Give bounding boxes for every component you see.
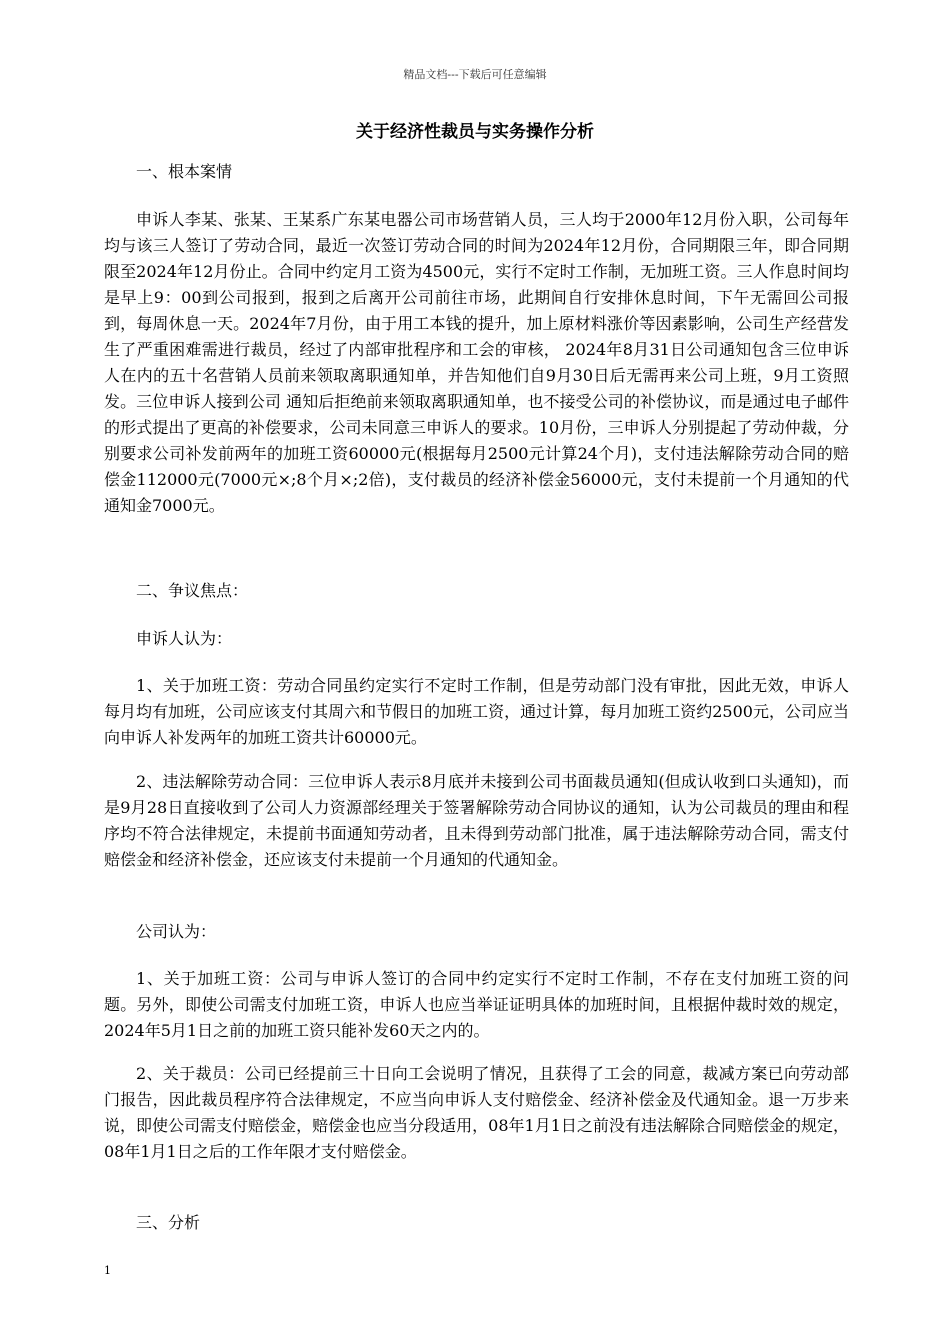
body-block-7: [104, 919, 849, 945]
section-heading-1: 一、根本案情: [136, 162, 233, 181]
section-heading-2: 二、争议焦点：: [136, 581, 249, 600]
claimant-point-1: 1、关于加班工资：劳动合同虽约定实行不定时工作制，但是劳动部门没有审批，因此无效，申诉人每月均有加班，公司应该支付其周六和节假日的加班工资，通过计算，每月加班工资约2500元，公司应当向申诉人补发两年的加班工资共计60000元。: [104, 676, 849, 747]
header-note: 精品文档---下载后可任意编辑: [403, 68, 547, 81]
body-block-5: [104, 673, 849, 751]
body-block-3: [104, 578, 849, 604]
body-block-1: [104, 159, 849, 185]
company-intro: 公司认为：: [136, 922, 217, 941]
body-block-10: [104, 1210, 849, 1236]
company-point-1: 1、关于加班工资：公司与申诉人签订的合同中约定实行不定时工作制，不存在支付加班工资的问题。另外，即使公司需支付加班工资，申诉人也应当举证证明具体的加班时间，且根据仲裁时效的规定，2024年5月1日之前的加班工资只能补发60天之内的。: [104, 969, 849, 1040]
body-block-4: [104, 626, 849, 652]
company-point-2: 2、关于裁员：公司已经提前三十日向工会说明了情况，且获得了工会的同意，裁减方案已向劳动部门报告，因此裁员程序符合法律规定，不应当向申诉人支付赔偿金、经济补偿金及代通知金。退一万步来说，即使公司需支付赔偿金，赔偿金也应当分段适用，08年1月1日之前没有违法解除合同赔偿金的规定，08年1月1日之后的工作年限才支付赔偿金。: [104, 1064, 849, 1161]
body-block-2: [104, 207, 849, 519]
claimant-point-2: 2、违法解除劳动合同：三位申诉人表示8月底并未接到公司书面裁员通知(但成认收到口头通知)，而是9月28日直接收到了公司人力资源部经理关于签署解除劳动合同协议的通知，认为公司裁员的理由和程序均不符合法律规定，未提前书面通知劳动者，且未得到劳动部门批准，属于违法解除劳动合同，需支付赔偿金和经济补偿金，还应该支付未提前一个月通知的代通知金。: [104, 772, 849, 869]
body-block-6: [104, 769, 849, 873]
document-title: 关于经济性裁员与实务操作分析: [356, 122, 594, 142]
section-heading-3: 三、分析: [136, 1213, 201, 1232]
body-block-9: [104, 1061, 849, 1165]
claimant-intro: 申诉人认为：: [136, 629, 233, 648]
body-block-8: [104, 966, 849, 1044]
page-number: 1: [104, 1264, 111, 1277]
case-paragraph: 申诉人李某、张某、王某系广东某电器公司市场营销人员，三人均于2000年12月份入职，公司每年均与该三人签订了劳动合同，最近一次签订劳动合同的时间为2024年12月份，合同期限三年，即合同期限至2024年12月份止。合同中约定月工资为4500元，实行不定时工作制，无加班工资。三人作息时间均是早上9：00到公司报到，报到之后离开公司前往市场，此期间自行安排休息时间，下午无需回公司报到，每周休息一天。2024年7月份，由于用工本钱的提升，加上原材料涨价等因素影响，公司生产经营发生了严重困难需进行裁员，经过了内部审批程序和工会的审核， 2024年8月31日公司通知包含三位申诉人在内的五十名营销人员前来领取离职通知单，并告知他们自9月30日后无需再来公司上班，9月工资照发。三位申诉人接到公司 通知后拒绝前来领取离职通知单，也不接受公司的补偿协议，而是通过电子邮件的形式提出了更高的补偿要求，公司未同意三申诉人的要求。10月份，三申诉人分别提起了劳动仲裁，分别要求公司补发前两年的加班工资60000元(根据每月2500元计算24个月)，支付违法解除劳动合同的赔偿金112000元(7000元×;8个月×;2倍)，支付裁员的经济补偿金56000元，支付未提前一个月通知的代通知金7000元。: [104, 210, 849, 515]
